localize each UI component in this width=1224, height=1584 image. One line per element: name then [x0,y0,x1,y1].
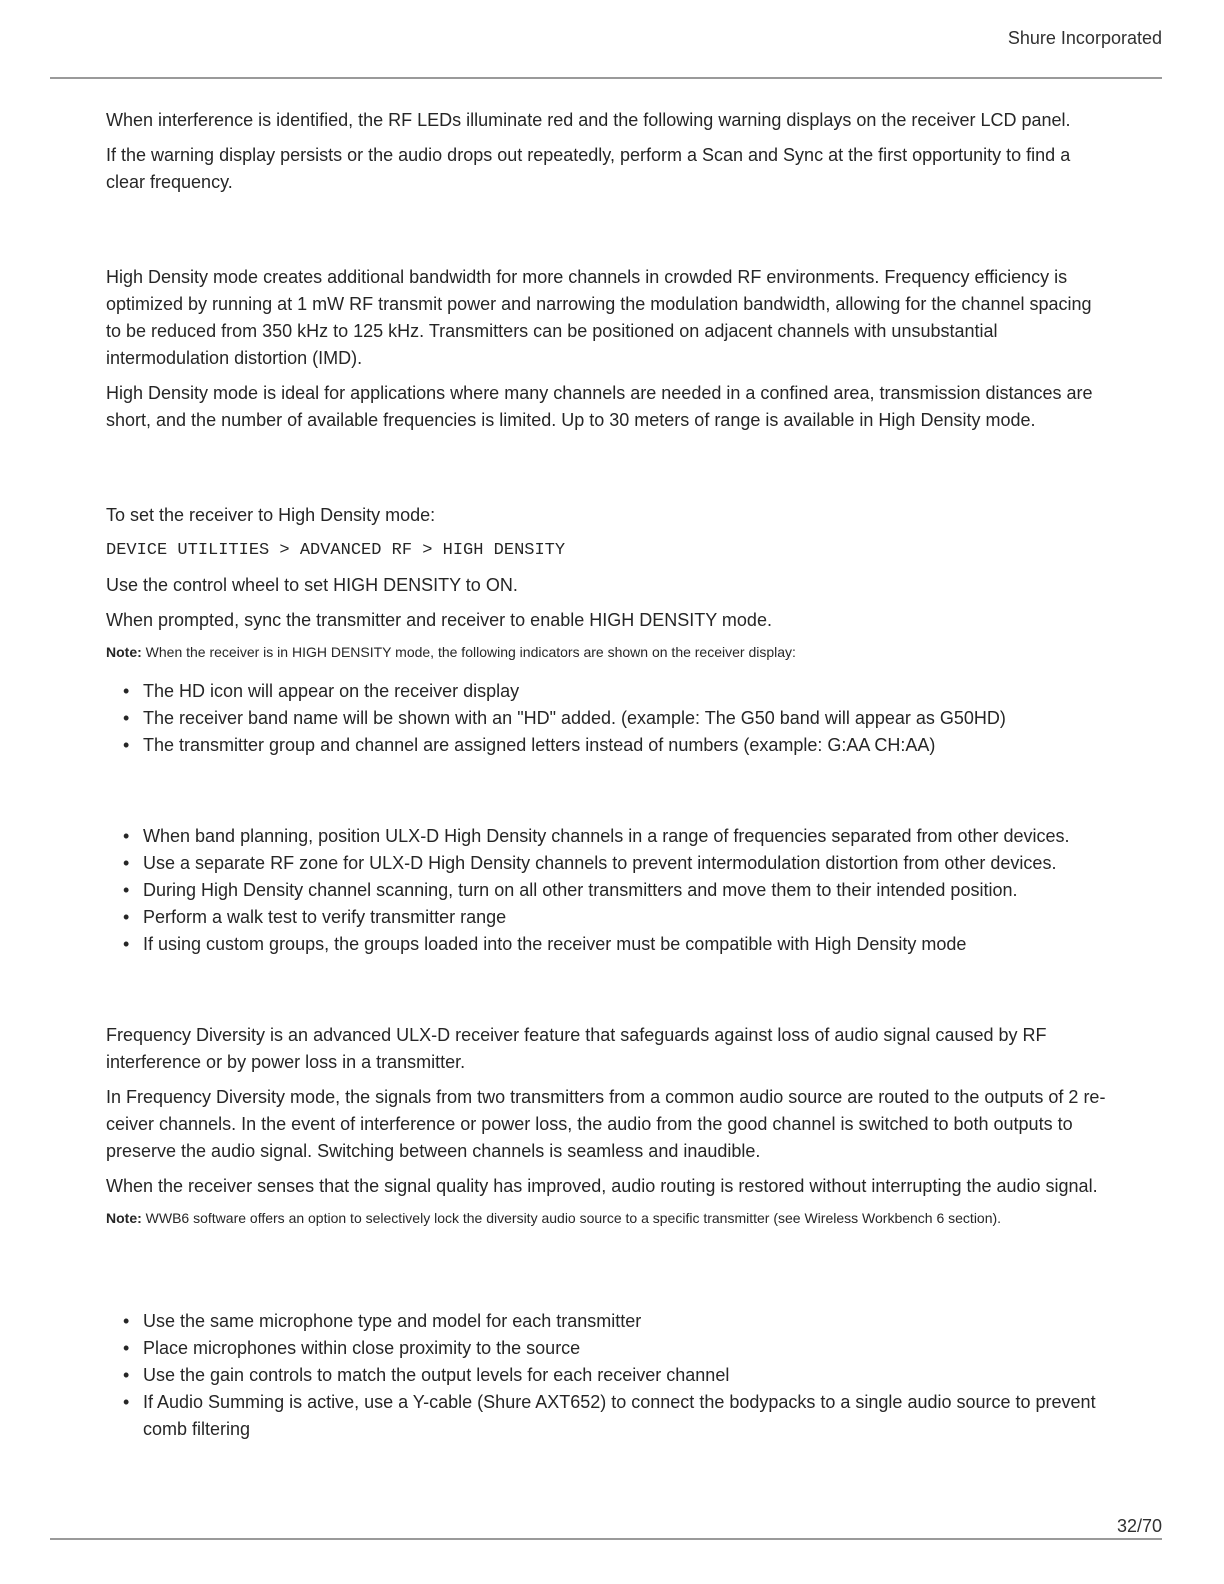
fd-paragraph-1: Frequency Diversity is an advanced ULX-D receiver feature that safeguards against loss of audio signal caused by RF interference or by power loss in a transmitter. [106,1025,1047,1072]
page-number: 32/70 [1116,1516,1162,1536]
section-spacer [106,1244,1106,1308]
page-header [50,0,1162,79]
fd-tips-list [106,1308,1106,1443]
list-item: • During High Density channel scanning, turn on all other transmitters and move them to their intended position. [143,877,1106,904]
interference-paragraph-2: If the warning display persists or the audio drops out repeatedly, perform a Scan and Sync at the first opportunity to find a clear frequency. [106,145,1071,192]
frequency-diversity-tips-section [106,1308,1106,1443]
fd-paragraph-3: When the receiver senses that the signal quality has improved, audio routing is restored without interrupting the audio signal. [106,1176,1098,1196]
list-item: • Use a separate RF zone for ULX-D High Density channels to prevent intermodulation distortion from other devices. [143,850,1106,877]
fd-paragraph-2: In Frequency Diversity mode, the signals from two transmitters from a common audio source are routed to the outputs of 2 receiver channels. In the event of interference or power loss, the audio from the good channel is switched to both outputs to preserve the audio signal. Switching between channels is seamless and inaudible. [106,1087,1106,1161]
list-item: • When band planning, position ULX-D High Density channels in a range of frequencies separated from other devices. [143,823,1106,850]
list-item: • Perform a walk test to verify transmitter range [143,904,1106,931]
page-footer [50,1512,1162,1540]
high-density-tips-section [106,823,1106,958]
fd-note [106,1208,1106,1228]
section-spacer [106,442,1106,502]
note-label: Note: [106,644,142,660]
note-text: When the receiver is in HIGH DENSITY mode, the following indicators are shown on the receiver display: [141,644,796,660]
note-text: WWB6 software offers an option to selectively lock the diversity audio source to a specific transmitter (see Wireless Workbench 6 section). [141,1210,1002,1226]
page-content [106,107,1106,1443]
set-high-density-section [106,502,1106,759]
list-item: • Use the same microphone type and model for each transmitter [143,1308,1106,1335]
list-item: • The transmitter group and channel are assigned letters instead of numbers (example: G:AA CH:AA) [143,732,1106,759]
set-hd-intro: To set the receiver to High Density mode: [106,505,436,525]
note-label: Note: [106,1210,142,1226]
high-density-paragraph-2: High Density mode is ideal for applications where many channels are needed in a confined area, transmission distances are short, and the number of available frequencies is limited. Up to 30 meters of range is available in High Density mode. [106,383,1093,430]
set-hd-step-2: When prompted, sync the transmitter and receiver to enable HIGH DENSITY mode. [106,610,772,630]
hd-tips-list [106,823,1106,958]
high-density-section [106,264,1106,434]
set-hd-step-1: Use the control wheel to set HIGH DENSITY to ON. [106,575,518,595]
company-name: Shure Incorporated [1007,28,1162,48]
list-item: • Use the gain controls to match the output levels for each receiver channel [143,1362,1106,1389]
interference-paragraph-1: When interference is identified, the RF LEDs illuminate red and the following warning displays on the receiver LCD panel. [106,110,1071,130]
interference-section [106,107,1106,196]
section-spacer [106,958,1106,1022]
list-item: • Place microphones within close proximity to the source [143,1335,1106,1362]
section-spacer [106,204,1106,264]
list-item: • The receiver band name will be shown with an "HD" added. (example: The G50 band will appear as G50HD) [143,705,1106,732]
hd-note [106,642,1106,662]
frequency-diversity-section [106,1022,1106,1228]
list-item: • If using custom groups, the groups loaded into the receiver must be compatible with High Density mode [143,931,1106,958]
high-density-paragraph-1: High Density mode creates additional bandwidth for more channels in crowded RF environments. Frequency efficiency is optimized by running at 1 mW RF transmit power and narrowing the modulation bandwidth, allowing for the channel spacing to be reduced from 350 kHz to 125 kHz. Transmitters can be positioned on adjacent channels with unsubstantial intermodulation distortion (IMD). [106,267,1092,368]
section-spacer [106,759,1106,823]
list-item: • The HD icon will appear on the receiver display [143,678,1106,705]
hd-indicator-list [106,678,1106,759]
list-item: • If Audio Summing is active, use a Y-cable (Shure AXT652) to connect the bodypacks to a single audio source to prevent comb filtering [143,1389,1106,1443]
menu-path: DEVICE UTILITIES > ADVANCED RF > HIGH DENSITY [106,541,566,560]
